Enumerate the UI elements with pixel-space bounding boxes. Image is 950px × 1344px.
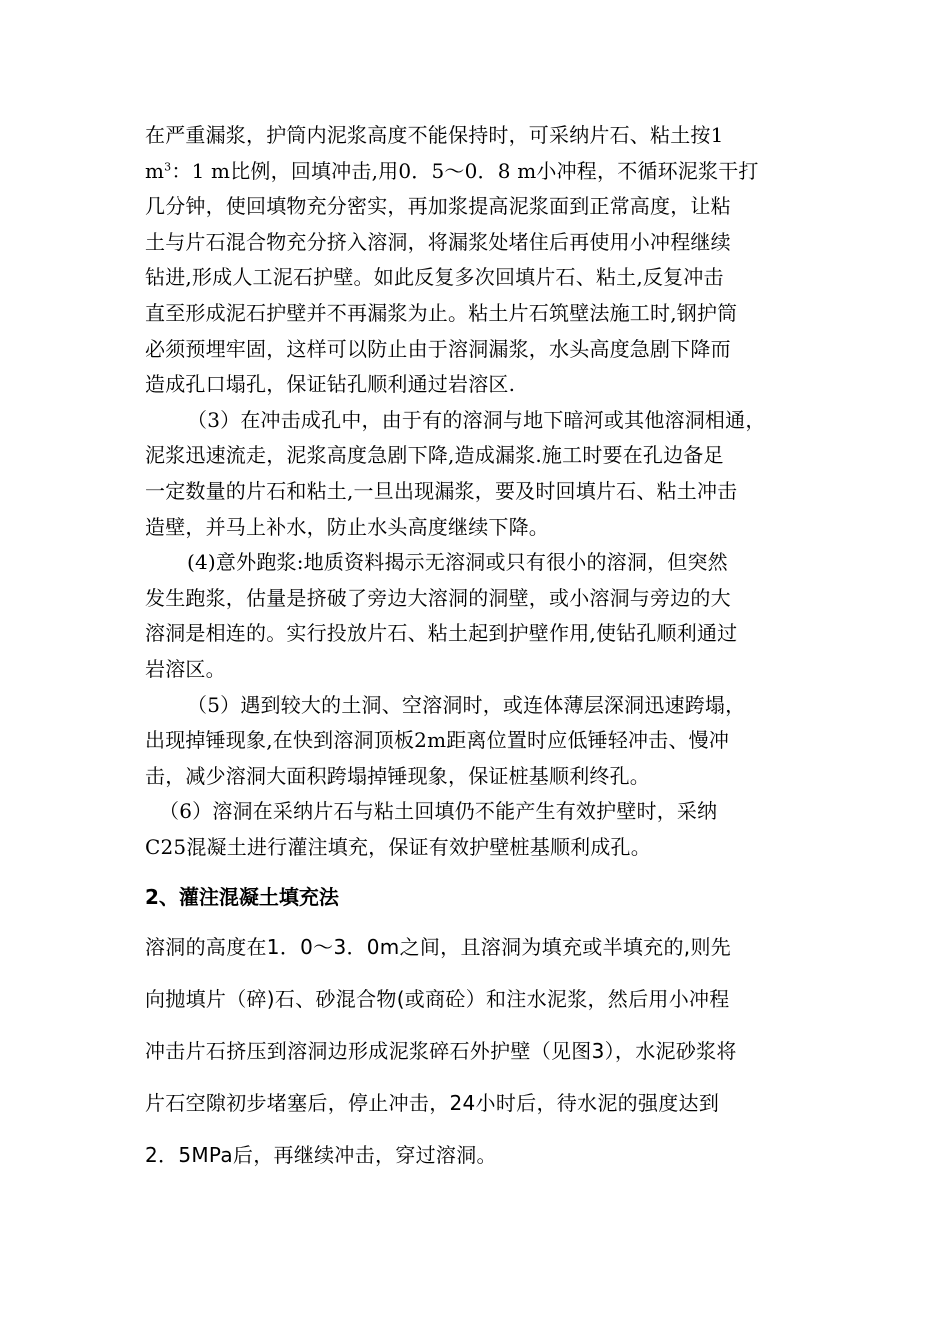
text-line: 必须预埋牢固，这样可以防止由于溶洞漏浆，水头高度急剧下降而	[145, 336, 731, 361]
text-line: 击，减少溶洞大面积跨塌掉锤现象，保证桩基顺利终孔。	[145, 763, 650, 788]
text-line: 泥浆迅速流走，泥浆高度急剧下降,造成漏浆.施工时要在孔边备足	[145, 443, 724, 468]
text-line: 冲击片石挤压到溶洞边形成泥浆碎石外护壁（见图3），水泥砂浆将	[145, 1039, 737, 1064]
text-line: 在严重漏浆，护筒内泥浆高度不能保持时，可采纳片石、粘土按1	[145, 123, 724, 147]
paragraph-item-3	[145, 403, 810, 545]
text-line: （3）在冲击成孔中，由于有的溶洞与地下暗河或其他溶洞相通，	[187, 407, 766, 432]
text-line: 土与片石混合物充分挤入溶洞，将漏浆处堵住后再使用小冲程继续	[145, 229, 731, 254]
text-line: C25混凝土进行灌注填充，保证有效护壁桩基顺利成孔。	[145, 834, 651, 859]
text-line: 发生跑浆，估量是挤破了旁边大溶洞的洞壁，或小溶洞与旁边的大	[145, 585, 731, 610]
paragraph-backfill-method	[145, 118, 810, 403]
text-line: (4)意外跑浆:地质资料揭示无溶洞或只有很小的溶洞，但突然	[187, 550, 728, 575]
paragraph-item-6	[145, 794, 810, 865]
ratio-text: ：1 m比例，回填冲击,用0．5～0．8 m小冲程，不循环泥浆干打	[171, 158, 759, 183]
text-line	[145, 154, 810, 190]
text-line: 几分钟，使回填物充分密实，再加浆提高泥浆面到正常高度，让粘	[145, 194, 731, 219]
text-line: 造成孔口塌孔，保证钻孔顺利通过岩溶区.	[145, 372, 516, 397]
paragraph-item-5	[145, 688, 810, 795]
section-heading: 2、灌注混凝土填充法	[145, 885, 339, 910]
paragraph-item-4	[145, 545, 810, 687]
text-line: （5）遇到较大的土洞、空溶洞时，或连体薄层深洞迅速跨塌，	[187, 692, 746, 717]
superscript-3: 3	[164, 159, 172, 173]
text-line: 岩溶区。	[145, 656, 226, 681]
text-line: 向抛填片（碎)石、砂混合物(或商砼）和注水泥浆，然后用小冲程	[145, 987, 730, 1012]
text-line: 造壁，并马上补水，防止水头高度继续下降。	[145, 514, 549, 539]
text-line: 溶洞是相连的。实行投放片石、粘土起到护壁作用,使钻孔顺利通过	[145, 621, 738, 646]
text-line: 一定数量的片石和粘土,一旦出现漏浆，要及时回填片石、粘土冲击	[145, 478, 738, 503]
text-line: （6）溶洞在采纳片石与粘土回填仍不能产生有效护壁时，采纳	[159, 799, 718, 824]
document-body	[145, 118, 810, 1181]
text-line: 2．5MPa后，再继续冲击，穿过溶洞。	[145, 1143, 497, 1168]
text-line: 片石空隙初步堵塞后，停止冲击，24小时后，待水泥的强度达到	[145, 1091, 720, 1116]
text-line: 钻进,形成人工泥石护壁。如此反复多次回填片石、粘土,反复冲击	[145, 265, 724, 290]
paragraph-concrete-fill	[145, 921, 810, 1181]
text-line: 直至形成泥石护壁并不再漏浆为止。粘土片石筑壁法施工时,钢护筒	[145, 300, 738, 325]
text-line: 出现掉锤现象,在快到溶洞顶板2m距离位置时应低锤轻冲击、慢冲	[145, 728, 730, 753]
unit-m: m	[145, 158, 165, 183]
text-line: 溶洞的高度在1．0～3．0m之间，且溶洞为填充或半填充的,则先	[145, 935, 732, 960]
